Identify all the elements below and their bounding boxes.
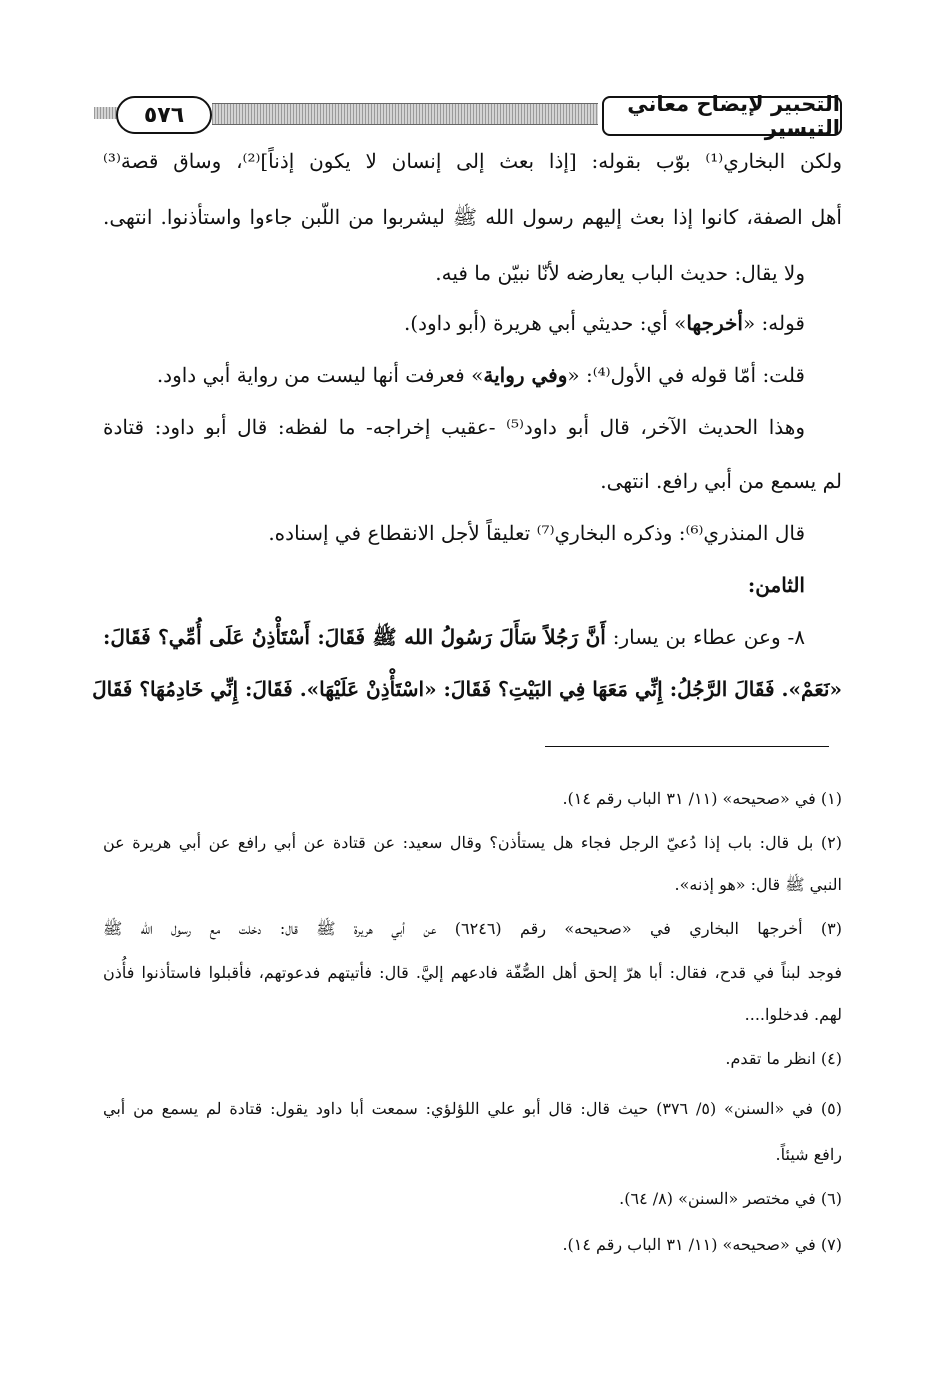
header-decorative-band	[212, 103, 598, 125]
footnote-7: (٧) في «صحيحه» (١١/ ٣١ الباب رقم ١٤).	[562, 1235, 842, 1254]
body-line-5-start: قلت: أمّا قوله في الأول⁽⁴⁾: «	[567, 363, 805, 387]
body-line-1: ولكن البخاري⁽¹⁾ بوّب بقوله: [إذا بعث إلى إنسان لا يكون إذناً]⁽²⁾، وساق قصة⁽³⁾	[103, 149, 842, 173]
body-line-4-start: قوله: «	[742, 311, 805, 335]
page-number: ٥٧٦	[116, 96, 212, 134]
body-line-10	[103, 622, 805, 652]
footnote-3-line-1: (٣) أخرجها البخاري في «صحيحه» رقم (٦٢٤٦) عن أبي هريرة ﷺ قال: دخلت مع رسول الله ﷺ	[103, 919, 842, 938]
footnote-3-line-3: لهم. فدخلوا....	[744, 1005, 842, 1024]
body-line-6: وهذا الحديث الآخر، قال أبو داود⁽⁵⁾ -عقيب إخراجه- ما لفظه: قال أبو داود: قتادة	[103, 415, 805, 439]
body-line-11: «نَعَمْ». فَقَالَ الرَّجُلُ: إِنِّي مَعَهَا فِي البَيْتِ؟ فَقَالَ: «اسْتَأْذِنْ عَلَيْهَا». فَقَالَ: إِنِّي خَادِمُهَا؟ فَقَالَ	[92, 677, 842, 701]
footnote-1: (١) في «صحيحه» (١١/ ٣١ الباب رقم ١٤).	[562, 789, 842, 808]
footnote-separator	[545, 746, 829, 747]
body-line-2: أهل الصفة، كانوا إذا بعث إليهم رسول الله ﷺ ليشربوا من اللّبن جاءوا واستأذنوا. انتهى.	[103, 205, 842, 229]
body-line-3: ولا يقال: حديث الباب يعارضه لأنّا نبيّن ما فيه.	[435, 261, 805, 285]
body-line-4-end: » أي: حديثي أبي هريرة (أبو داود).	[403, 311, 687, 335]
header-decorative-tail	[94, 107, 118, 119]
footnote-2-line-1: (٢) بل قال: باب إذا دُعيّ الرجل فجاء هل يستأذن؟ وقال سعيد: عن قتادة عن أبي رافع عن أبي هريرة عن	[103, 833, 842, 852]
body-line-10-hadith: أَنَّ رَجُلاً سَأَلَ رَسُولُ الله ﷺ فَقَالَ: أَسْتَأْذِنُ عَلَى أُمِّي؟ فَقَالَ:	[103, 625, 606, 649]
footnote-4: (٤) انظر ما تقدم.	[725, 1049, 842, 1068]
body-line-8: قال المنذري⁽⁶⁾: وذكره البخاري⁽⁷⁾ تعليقاً لأجل الانقطاع في إسناده.	[268, 521, 805, 545]
footnote-6: (٦) في مختصر «السنن» (٨/ ٦٤).	[619, 1189, 842, 1208]
running-title: التحبير لإيضاح معاني التيسير	[602, 96, 842, 136]
section-heading: الثامن:	[747, 573, 805, 597]
body-line-5-keyword: وفي رواية	[483, 363, 568, 387]
body-line-4-keyword: أخرجها	[686, 311, 743, 335]
footnote-2-line-2: النبي ﷺ قال: «هو إذنه».	[674, 875, 842, 894]
body-line-7: لم يسمع من أبي رافع. انتهى.	[600, 469, 842, 493]
footnote-5-line-1: (٥) في «السنن» (٥/ ٣٧٦) حيث قال: قال أبو علي اللؤلؤي: سمعت أبا داود يقول: قتادة لم يسمع من أبي	[103, 1099, 843, 1118]
body-line-5	[157, 360, 805, 390]
footnote-3-line-2: فوجد لبناً في قدح، فقال: أبا هرّ إلحق أهل الصُّفّة فادعهم إليَّ. قال: فأتيتهم فدعوتهم، فأقبلوا فاستأذنوا فأُذن	[103, 963, 842, 982]
body-line-10-narrator: ٨- وعن عطاء بن يسار:	[605, 625, 805, 649]
body-line-5-end: » فعرفت أنها ليست من رواية أبي داود.	[156, 363, 484, 387]
page-header	[100, 92, 842, 138]
footnote-5-line-2: رافع شيئاً.	[775, 1145, 842, 1164]
body-line-4	[404, 308, 805, 338]
